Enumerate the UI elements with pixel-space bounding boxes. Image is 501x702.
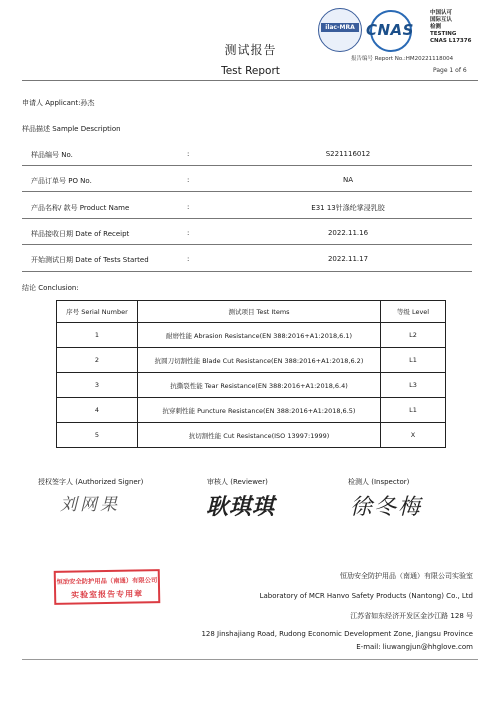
sample-row-value: 2022.11.17 xyxy=(327,255,369,263)
sample-row-label: 样品接收日期 Date of Receipt xyxy=(31,230,130,238)
header-test-items: 测试项目 Test Items xyxy=(138,301,381,323)
cnas-label: CNAS xyxy=(366,21,414,39)
sample-row-label: 产品订单号 PO No. xyxy=(31,177,92,185)
ilac-mra-label: ilac-MRA xyxy=(321,23,359,32)
inspector-label: 检测人 (Inspector) xyxy=(348,478,410,486)
lab-address-cn: 江苏省如东经济开发区金沙江路 128 号 xyxy=(350,612,473,620)
lab-email: E-mail: liuwangjun@hhglove.com xyxy=(356,643,473,651)
authorized-signature: 刘网果 xyxy=(60,495,120,515)
divider xyxy=(22,80,478,81)
sample-row-label: 产品名称/ 款号 Product Name xyxy=(31,204,130,212)
table-row: 1 耐磨性能 Abrasion Resistance(EN 388:2016+A1:2018,6.1) L2 xyxy=(57,323,446,348)
table-row: 3 抗撕裂性能 Tear Resistance(EN 388:2016+A1:2018,6.4) L3 xyxy=(57,373,446,398)
page-number: Page 1 of 6 xyxy=(433,67,467,74)
sample-description-label: 样品描述 Sample Description xyxy=(22,125,121,133)
lab-name-en: Laboratory of MCR Hanvo Safety Products (Nantong) Co., Ltd xyxy=(259,592,473,600)
reviewer-signature: 耿琪琪 xyxy=(206,494,276,520)
accreditation-text: 中国认可 国际互认 检测 TESTING CNAS L17376 xyxy=(430,10,472,44)
reviewer-label: 审核人 (Reviewer) xyxy=(207,478,268,486)
sample-row-value: NA xyxy=(342,176,354,184)
inspector-signature: 徐冬梅 xyxy=(350,495,423,520)
report-number: 报告编号 Report No.:HM20221118004 xyxy=(351,56,454,62)
title-en: Test Report xyxy=(221,65,280,77)
table-row: 5 抗切割性能 Cut Resistance(ISO 13997:1999) X xyxy=(57,423,446,448)
table-row: 4 抗穿刺性能 Puncture Resistance(EN 388:2016+A1:2018,6.5) L1 xyxy=(57,398,446,423)
header-serial: 序号 Serial Number xyxy=(57,301,138,323)
conclusion-label: 结论 Conclusion: xyxy=(22,284,79,292)
table-row: 2 抗圆刀切割性能 Blade Cut Resistance(EN 388:2016+A1:2018,6.2) L1 xyxy=(57,348,446,373)
sample-row-value: E31 13针涤纶掌浸乳胶 xyxy=(311,204,385,212)
lab-report-stamp: 恒劢安全防护用品（南通）有限公司 实验室报告专用章 xyxy=(54,569,161,605)
sample-row-value: 2022.11.16 xyxy=(327,229,369,237)
sample-row-label: 样品编号 No. xyxy=(31,151,73,159)
results-table xyxy=(56,300,446,448)
title-cn: 测试报告 xyxy=(224,43,277,57)
header-level: 等级 Level xyxy=(381,301,446,323)
sample-row-label: 开始测试日期 Date of Tests Started xyxy=(31,256,149,264)
authorized-signer-label: 授权签字人 (Authorized Signer) xyxy=(38,478,144,486)
table-header-row xyxy=(57,301,446,323)
lab-address-en: 128 Jinshajiang Road, Rudong Economic Development Zone, Jiangsu Province xyxy=(201,630,473,638)
sample-row-value: S221116012 xyxy=(325,150,371,158)
applicant: 申请人 Applicant:孙杰 xyxy=(22,99,95,107)
lab-name-cn: 恒劢安全防护用品（南通）有限公司实验室 xyxy=(340,572,473,580)
